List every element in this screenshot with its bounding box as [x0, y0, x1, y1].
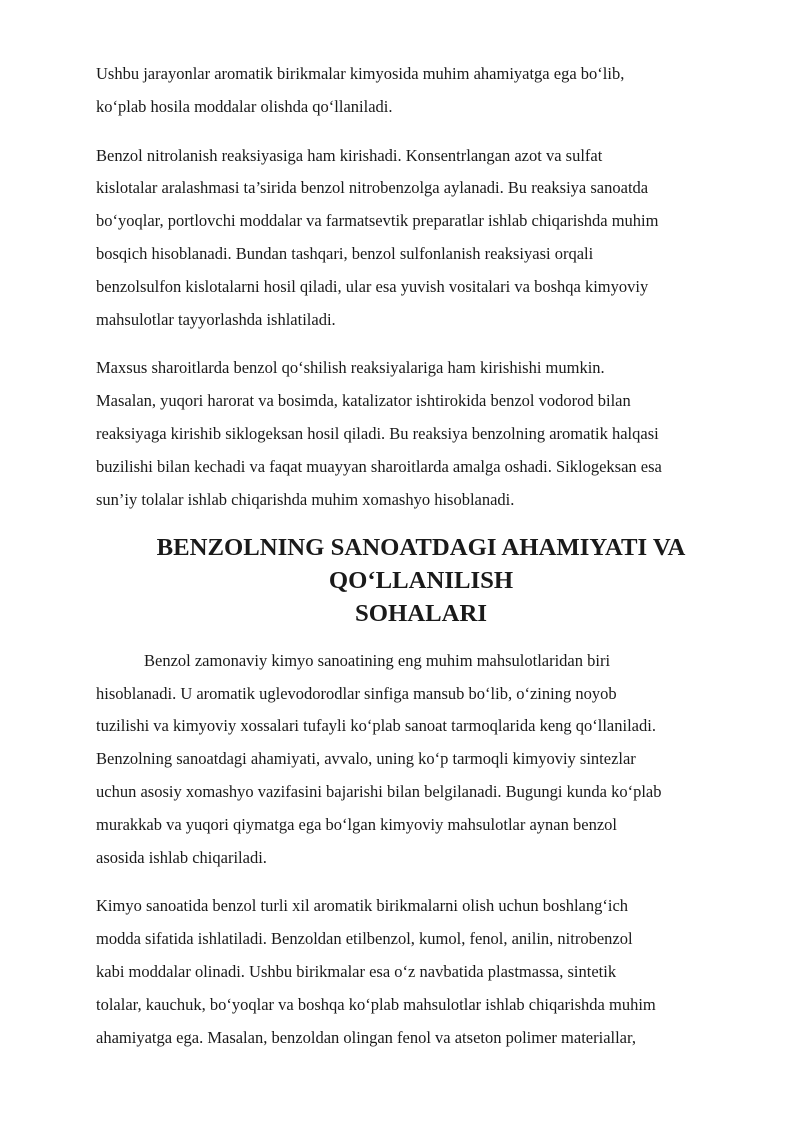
paragraph-industrial-importance: Benzol zamonaviy kimyo sanoatining eng muhim mahsulotlaridan biri hisoblanadi. U aromatik uglevodorodlar sinfiga mansub bo‘lib, o‘zining noyob tuzilishi va kimyoviy xossalari tufayli ko‘plab sanoat tarmoqlarida keng qo‘llaniladi. Benzolning sanoatdagi ahamiyati, avvalo, uning ko‘p tarmoqli kimyoviy sintezlar uchun asosiy xomashyo vazifasini bajarishi bilan belgilanadi. Bugungi kunda ko‘plab murakkab va yuqori qiymatga ega bo‘lgan kimyoviy mahsulotlar aynan benzol asosida ishlab chiqariladi.	[96, 650, 662, 867]
paragraph-addition-reactions: Maxsus sharoitlarda benzol qo‘shilish reaksiyalariga ham kirishishi mumkin. Masalan, yuqori harorat va bosimda, katalizator ishtirokida benzol vodorod bilan reaksiyaga kirishib siklogeksan hosil qiladi. Bu reaksiya benzolning aromatik halqasi buzilishi bilan kechadi va faqat muayyan sharoitlarda amalga oshadi. Siklogeksan esa sun’iy tolalar ishlab chiqarishda muhim xomashyo hisoblanadi.	[96, 358, 662, 509]
paragraph-aromatic-intro: Ushbu jarayonlar aromatik birikmalar kimyosida muhim ahamiyatga ega bo‘lib, ko‘plab hosila moddalar olishda qo‘llaniladi.	[96, 64, 625, 116]
document-page	[96, 58, 746, 1070]
paragraph-chemical-industry-uses: Kimyo sanoatida benzol turli xil aromatik birikmalarni olish uchun boshlang‘ich modda sifatida ishlatiladi. Benzoldan etilbenzol, kumol, fenol, anilin, nitrobenzol kabi moddalar olinadi. Ushbu birikmalar esa o‘z navbatida plastmassa, sintetik tolalar, kauchuk, bo‘yoqlar va boshqa ko‘plab mahsulotlar ishlab chiqarishda muhim ahamiyatga ega. Masalan, benzoldan olingan fenol va atseton polimer materiallar,	[96, 896, 656, 1047]
paragraph-nitration: Benzol nitrolanish reaksiyasiga ham kirishadi. Konsentrlangan azot va sulfat kislotalar aralashmasi ta’sirida benzol nitrobenzolga aylanadi. Bu reaksiya sanoatda bo‘yoqlar, portlovchi moddalar va farmatsevtik preparatlar ishlab chiqarishda muhim bosqich hisoblanadi. Bundan tashqari, benzol sulfonlanish reaksiyasi orqali benzolsulfon kislotalarni hosil qiladi, ular esa yuvish vositalari va boshqa kimyoviy mahsulotlar tayyorlashda ishlatiladi.	[96, 145, 659, 329]
section-heading: BENZOLNING SANOATDAGI AHAMIYATI VA QO‘LLANILISH SOHALARI	[156, 534, 686, 627]
